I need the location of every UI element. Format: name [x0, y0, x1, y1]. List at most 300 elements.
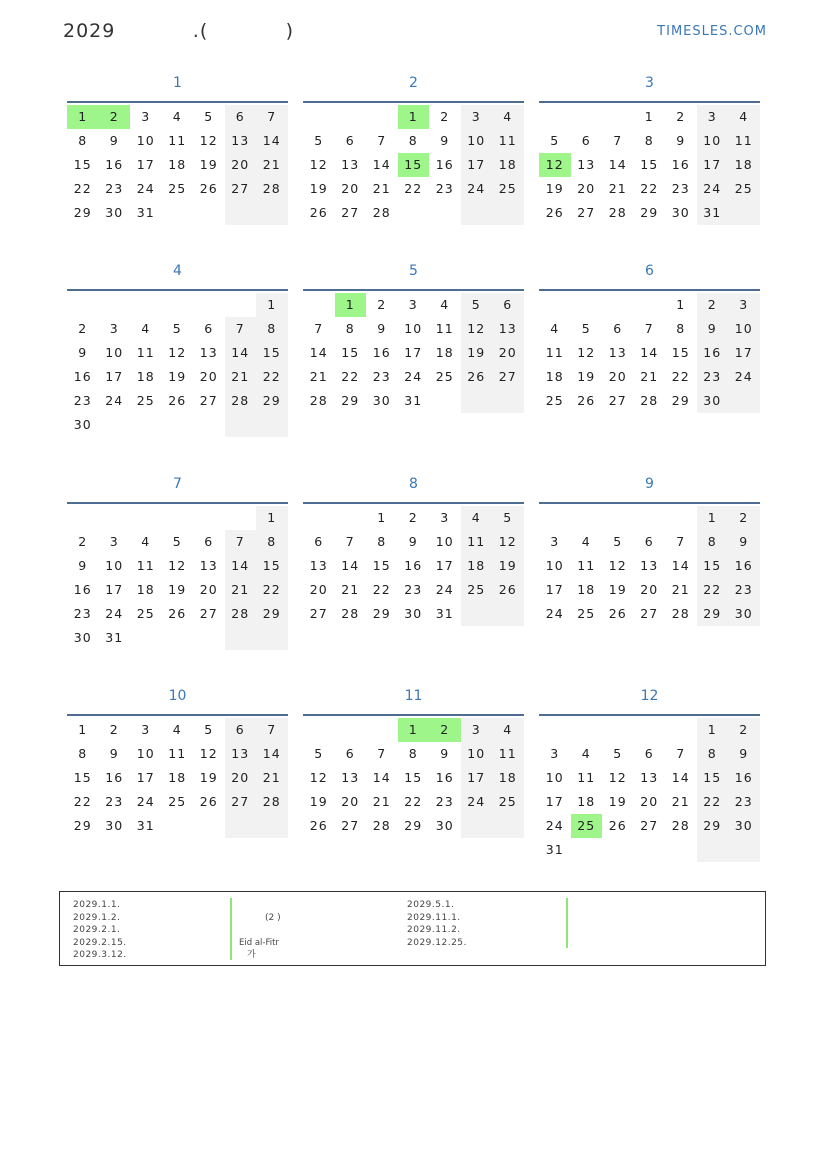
day-cell[interactable]: 23	[728, 790, 760, 814]
day-cell[interactable]: 11	[435, 321, 454, 336]
day-cell[interactable]: 26	[168, 606, 187, 621]
day-cell[interactable]: 14	[608, 157, 627, 172]
day-cell[interactable]: 10	[105, 345, 124, 360]
day-cell[interactable]: 20	[341, 794, 360, 809]
day-cell[interactable]: 28	[256, 790, 288, 814]
day-cell[interactable]: 1	[644, 109, 654, 124]
day-cell[interactable]: 27	[640, 818, 659, 833]
day-cell[interactable]: 10	[697, 129, 729, 153]
day-cell[interactable]: 17	[435, 558, 454, 573]
day-cell[interactable]: 17	[105, 582, 124, 597]
day-cell[interactable]: 19	[309, 181, 328, 196]
day-cell[interactable]: 21	[608, 181, 627, 196]
day-cell[interactable]: 25	[571, 814, 603, 838]
day-cell[interactable]: 5	[550, 133, 560, 148]
day-cell[interactable]: 20	[577, 181, 596, 196]
day-cell[interactable]: 17	[404, 345, 423, 360]
day-cell[interactable]: 4	[492, 718, 524, 742]
day-cell[interactable]: 25	[461, 578, 493, 602]
day-cell[interactable]: 4	[581, 534, 591, 549]
day-cell[interactable]: 16	[671, 157, 690, 172]
day-cell[interactable]: 14	[671, 770, 690, 785]
day-cell[interactable]: 3	[440, 510, 450, 525]
day-cell[interactable]: 1	[377, 510, 387, 525]
day-cell[interactable]: 24	[728, 365, 760, 389]
day-cell[interactable]: 29	[341, 393, 360, 408]
day-cell[interactable]: 8	[697, 742, 729, 766]
day-cell[interactable]: 9	[728, 742, 760, 766]
day-cell[interactable]: 26	[545, 205, 564, 220]
day-cell[interactable]: 5	[613, 746, 623, 761]
day-cell[interactable]: 15	[640, 157, 659, 172]
day-cell[interactable]: 11	[492, 742, 524, 766]
day-cell[interactable]: 12	[608, 770, 627, 785]
day-cell[interactable]: 19	[199, 770, 218, 785]
day-cell[interactable]: 20	[640, 794, 659, 809]
day-cell[interactable]: 3	[408, 297, 418, 312]
day-cell[interactable]: 4	[461, 506, 493, 530]
day-cell[interactable]: 7	[225, 317, 257, 341]
day-cell[interactable]: 19	[545, 181, 564, 196]
day-cell[interactable]: 30	[728, 814, 760, 838]
day-cell[interactable]: 30	[671, 205, 690, 220]
day-cell[interactable]: 17	[545, 794, 564, 809]
day-cell[interactable]: 5	[204, 109, 214, 124]
day-cell[interactable]: 26	[461, 365, 493, 389]
day-cell[interactable]: 28	[372, 818, 391, 833]
day-cell[interactable]: 29	[640, 205, 659, 220]
day-cell[interactable]: 14	[372, 157, 391, 172]
day-cell[interactable]: 11	[136, 345, 155, 360]
day-cell[interactable]: 30	[435, 818, 454, 833]
day-cell[interactable]: 2	[408, 510, 418, 525]
day-cell[interactable]: 18	[492, 153, 524, 177]
day-cell[interactable]: 8	[408, 133, 418, 148]
day-cell[interactable]: 9	[676, 133, 686, 148]
day-cell[interactable]: 4	[550, 321, 560, 336]
day-cell[interactable]: 15	[697, 766, 729, 790]
day-cell[interactable]: 8	[78, 133, 88, 148]
day-cell[interactable]: 21	[372, 181, 391, 196]
day-cell[interactable]: 15	[341, 345, 360, 360]
day-cell[interactable]: 26	[309, 818, 328, 833]
day-cell[interactable]: 4	[172, 109, 182, 124]
day-cell[interactable]: 29	[404, 818, 423, 833]
day-cell[interactable]: 30	[73, 417, 92, 432]
day-cell[interactable]: 8	[676, 321, 686, 336]
day-cell[interactable]: 1	[256, 506, 288, 530]
day-cell[interactable]: 23	[671, 181, 690, 196]
day-cell[interactable]: 27	[640, 606, 659, 621]
day-cell[interactable]: 4	[141, 321, 151, 336]
day-cell[interactable]: 7	[676, 534, 686, 549]
day-cell[interactable]: 4	[141, 534, 151, 549]
day-cell[interactable]: 4	[728, 105, 760, 129]
day-cell[interactable]: 1	[398, 718, 430, 742]
day-cell[interactable]: 24	[545, 818, 564, 833]
day-cell[interactable]: 1	[78, 722, 88, 737]
day-cell[interactable]: 19	[199, 157, 218, 172]
day-cell[interactable]: 23	[697, 365, 729, 389]
day-cell[interactable]: 16	[697, 341, 729, 365]
day-cell[interactable]: 26	[199, 794, 218, 809]
day-cell[interactable]: 15	[398, 153, 430, 177]
day-cell[interactable]: 14	[225, 341, 257, 365]
day-cell[interactable]: 25	[168, 181, 187, 196]
day-cell[interactable]: 11	[577, 770, 596, 785]
day-cell[interactable]: 12	[539, 153, 571, 177]
day-cell[interactable]: 13	[640, 558, 659, 573]
day-cell[interactable]: 18	[545, 369, 564, 384]
day-cell[interactable]: 6	[204, 321, 214, 336]
day-cell[interactable]: 22	[404, 181, 423, 196]
day-cell[interactable]: 9	[728, 530, 760, 554]
day-cell[interactable]: 28	[341, 606, 360, 621]
day-cell[interactable]: 16	[728, 554, 760, 578]
day-cell[interactable]: 3	[141, 109, 151, 124]
day-cell[interactable]: 14	[309, 345, 328, 360]
day-cell[interactable]: 13	[341, 157, 360, 172]
day-cell[interactable]: 11	[492, 129, 524, 153]
day-cell[interactable]: 11	[577, 558, 596, 573]
day-cell[interactable]: 11	[168, 133, 187, 148]
day-cell[interactable]: 23	[73, 606, 92, 621]
day-cell[interactable]: 7	[256, 718, 288, 742]
day-cell[interactable]: 23	[404, 582, 423, 597]
day-cell[interactable]: 2	[697, 293, 729, 317]
day-cell[interactable]: 21	[225, 365, 257, 389]
day-cell[interactable]: 14	[256, 742, 288, 766]
day-cell[interactable]: 16	[73, 582, 92, 597]
day-cell[interactable]: 22	[404, 794, 423, 809]
day-cell[interactable]: 9	[109, 133, 119, 148]
day-cell[interactable]: 16	[404, 558, 423, 573]
day-cell[interactable]: 24	[697, 177, 729, 201]
day-cell[interactable]: 20	[225, 153, 257, 177]
day-cell[interactable]: 24	[105, 393, 124, 408]
day-cell[interactable]: 3	[728, 293, 760, 317]
day-cell[interactable]: 21	[256, 766, 288, 790]
day-cell[interactable]: 16	[73, 369, 92, 384]
day-cell[interactable]: 25	[435, 369, 454, 384]
day-cell[interactable]: 29	[73, 818, 92, 833]
day-cell[interactable]: 20	[492, 341, 524, 365]
brand-link[interactable]: TIMESLES.COM	[657, 24, 767, 39]
day-cell[interactable]: 2	[728, 718, 760, 742]
day-cell[interactable]: 10	[545, 770, 564, 785]
day-cell[interactable]: 13	[341, 770, 360, 785]
day-cell[interactable]: 1	[256, 293, 288, 317]
day-cell[interactable]: 5	[314, 746, 324, 761]
day-cell[interactable]: 22	[697, 790, 729, 814]
day-cell[interactable]: 7	[676, 746, 686, 761]
day-cell[interactable]: 30	[105, 205, 124, 220]
day-cell[interactable]: 10	[461, 742, 493, 766]
day-cell[interactable]: 4	[172, 722, 182, 737]
day-cell[interactable]: 28	[671, 606, 690, 621]
day-cell[interactable]: 9	[78, 558, 88, 573]
day-cell[interactable]: 26	[199, 181, 218, 196]
day-cell[interactable]: 13	[199, 558, 218, 573]
day-cell[interactable]: 3	[109, 534, 119, 549]
day-cell[interactable]: 6	[644, 534, 654, 549]
day-cell[interactable]: 28	[309, 393, 328, 408]
day-cell[interactable]: 18	[168, 770, 187, 785]
day-cell[interactable]: 13	[225, 129, 257, 153]
day-cell[interactable]: 27	[341, 205, 360, 220]
day-cell[interactable]: 5	[172, 534, 182, 549]
day-cell[interactable]: 25	[728, 177, 760, 201]
day-cell[interactable]: 27	[492, 365, 524, 389]
day-cell[interactable]: 12	[199, 133, 218, 148]
day-cell[interactable]: 16	[435, 157, 454, 172]
day-cell[interactable]: 27	[608, 393, 627, 408]
day-cell[interactable]: 1	[676, 297, 686, 312]
day-cell[interactable]: 9	[78, 345, 88, 360]
day-cell[interactable]: 21	[341, 582, 360, 597]
day-cell[interactable]: 16	[435, 770, 454, 785]
day-cell[interactable]: 14	[225, 554, 257, 578]
day-cell[interactable]: 20	[309, 582, 328, 597]
day-cell[interactable]: 28	[671, 818, 690, 833]
day-cell[interactable]: 18	[435, 345, 454, 360]
day-cell[interactable]: 30	[73, 630, 92, 645]
day-cell[interactable]: 5	[492, 506, 524, 530]
day-cell[interactable]: 29	[256, 602, 288, 626]
day-cell[interactable]: 5	[204, 722, 214, 737]
day-cell[interactable]: 7	[613, 133, 623, 148]
day-cell[interactable]: 2	[440, 109, 450, 124]
day-cell[interactable]: 17	[136, 770, 155, 785]
day-cell[interactable]: 11	[461, 530, 493, 554]
day-cell[interactable]: 21	[640, 369, 659, 384]
day-cell[interactable]: 23	[105, 794, 124, 809]
day-cell[interactable]: 12	[309, 157, 328, 172]
day-cell[interactable]: 27	[225, 177, 257, 201]
day-cell[interactable]: 24	[461, 790, 493, 814]
day-cell[interactable]: 8	[78, 746, 88, 761]
day-cell[interactable]: 19	[608, 582, 627, 597]
day-cell[interactable]: 2	[109, 722, 119, 737]
day-cell[interactable]: 10	[728, 317, 760, 341]
day-cell[interactable]: 25	[492, 790, 524, 814]
day-cell[interactable]: 15	[671, 345, 690, 360]
day-cell[interactable]: 25	[577, 606, 596, 621]
day-cell[interactable]: 28	[640, 393, 659, 408]
day-cell[interactable]: 9	[697, 317, 729, 341]
day-cell[interactable]: 14	[341, 558, 360, 573]
day-cell[interactable]: 13	[199, 345, 218, 360]
day-cell[interactable]: 7	[377, 133, 387, 148]
day-cell[interactable]: 5	[314, 133, 324, 148]
day-cell[interactable]: 8	[256, 530, 288, 554]
day-cell[interactable]: 29	[671, 393, 690, 408]
day-cell[interactable]: 15	[256, 341, 288, 365]
day-cell[interactable]: 17	[461, 766, 493, 790]
day-cell[interactable]: 20	[199, 582, 218, 597]
day-cell[interactable]: 4	[492, 105, 524, 129]
day-cell[interactable]: 25	[168, 794, 187, 809]
day-cell[interactable]: 12	[492, 530, 524, 554]
day-cell[interactable]: 15	[372, 558, 391, 573]
day-cell[interactable]: 11	[136, 558, 155, 573]
day-cell[interactable]: 1	[697, 506, 729, 530]
day-cell[interactable]: 12	[461, 317, 493, 341]
day-cell[interactable]: 10	[461, 129, 493, 153]
day-cell[interactable]: 1	[398, 105, 430, 129]
day-cell[interactable]: 7	[314, 321, 324, 336]
day-cell[interactable]: 23	[372, 369, 391, 384]
day-cell[interactable]: 26	[608, 818, 627, 833]
day-cell[interactable]: 22	[671, 369, 690, 384]
day-cell[interactable]: 23	[435, 181, 454, 196]
day-cell[interactable]: 13	[608, 345, 627, 360]
day-cell[interactable]: 26	[577, 393, 596, 408]
day-cell[interactable]: 5	[581, 321, 591, 336]
day-cell[interactable]: 30	[697, 389, 729, 413]
day-cell[interactable]: 17	[545, 582, 564, 597]
day-cell[interactable]: 12	[577, 345, 596, 360]
day-cell[interactable]: 10	[136, 133, 155, 148]
day-cell[interactable]: 19	[461, 341, 493, 365]
day-cell[interactable]: 25	[136, 606, 155, 621]
day-cell[interactable]: 10	[435, 534, 454, 549]
day-cell[interactable]: 22	[256, 365, 288, 389]
day-cell[interactable]: 3	[550, 534, 560, 549]
day-cell[interactable]: 17	[728, 341, 760, 365]
day-cell[interactable]: 2	[377, 297, 387, 312]
day-cell[interactable]: 6	[345, 133, 355, 148]
day-cell[interactable]: 2	[676, 109, 686, 124]
day-cell[interactable]: 15	[404, 770, 423, 785]
day-cell[interactable]: 14	[372, 770, 391, 785]
day-cell[interactable]: 30	[728, 602, 760, 626]
day-cell[interactable]: 7	[345, 534, 355, 549]
day-cell[interactable]: 5	[461, 293, 493, 317]
day-cell[interactable]: 2	[78, 321, 88, 336]
day-cell[interactable]: 27	[341, 818, 360, 833]
day-cell[interactable]: 18	[168, 157, 187, 172]
day-cell[interactable]: 22	[256, 578, 288, 602]
day-cell[interactable]: 2	[78, 534, 88, 549]
day-cell[interactable]: 16	[372, 345, 391, 360]
day-cell[interactable]: 2	[728, 506, 760, 530]
day-cell[interactable]: 18	[461, 554, 493, 578]
day-cell[interactable]: 2	[99, 105, 131, 129]
day-cell[interactable]: 22	[73, 181, 92, 196]
day-cell[interactable]: 12	[608, 558, 627, 573]
day-cell[interactable]: 26	[608, 606, 627, 621]
day-cell[interactable]: 8	[345, 321, 355, 336]
day-cell[interactable]: 6	[204, 534, 214, 549]
day-cell[interactable]: 13	[225, 742, 257, 766]
day-cell[interactable]: 28	[608, 205, 627, 220]
day-cell[interactable]: 13	[309, 558, 328, 573]
day-cell[interactable]: 1	[697, 718, 729, 742]
day-cell[interactable]: 17	[461, 153, 493, 177]
day-cell[interactable]: 18	[492, 766, 524, 790]
day-cell[interactable]: 30	[105, 818, 124, 833]
day-cell[interactable]: 8	[377, 534, 387, 549]
day-cell[interactable]: 10	[545, 558, 564, 573]
day-cell[interactable]: 24	[105, 606, 124, 621]
day-cell[interactable]: 8	[408, 746, 418, 761]
day-cell[interactable]: 18	[577, 582, 596, 597]
day-cell[interactable]: 29	[697, 814, 729, 838]
day-cell[interactable]: 10	[136, 746, 155, 761]
day-cell[interactable]: 16	[105, 157, 124, 172]
day-cell[interactable]: 31	[545, 842, 564, 857]
day-cell[interactable]: 20	[341, 181, 360, 196]
day-cell[interactable]: 8	[256, 317, 288, 341]
day-cell[interactable]: 12	[309, 770, 328, 785]
day-cell[interactable]: 27	[199, 393, 218, 408]
day-cell[interactable]: 7	[225, 530, 257, 554]
day-cell[interactable]: 16	[728, 766, 760, 790]
day-cell[interactable]: 6	[644, 746, 654, 761]
day-cell[interactable]: 12	[199, 746, 218, 761]
day-cell[interactable]: 23	[435, 794, 454, 809]
day-cell[interactable]: 29	[256, 389, 288, 413]
day-cell[interactable]: 28	[372, 205, 391, 220]
day-cell[interactable]: 5	[172, 321, 182, 336]
day-cell[interactable]: 28	[225, 602, 257, 626]
day-cell[interactable]: 29	[73, 205, 92, 220]
day-cell[interactable]: 18	[577, 794, 596, 809]
day-cell[interactable]: 18	[136, 369, 155, 384]
day-cell[interactable]: 1	[335, 293, 367, 317]
day-cell[interactable]: 13	[577, 157, 596, 172]
day-cell[interactable]: 19	[168, 369, 187, 384]
day-cell[interactable]: 11	[728, 129, 760, 153]
day-cell[interactable]: 18	[136, 582, 155, 597]
day-cell[interactable]: 24	[545, 606, 564, 621]
day-cell[interactable]: 15	[256, 554, 288, 578]
day-cell[interactable]: 26	[492, 578, 524, 602]
day-cell[interactable]: 12	[168, 345, 187, 360]
day-cell[interactable]: 24	[461, 177, 493, 201]
day-cell[interactable]: 14	[640, 345, 659, 360]
day-cell[interactable]: 3	[141, 722, 151, 737]
day-cell[interactable]: 24	[435, 582, 454, 597]
day-cell[interactable]: 31	[105, 630, 124, 645]
day-cell[interactable]: 25	[545, 393, 564, 408]
day-cell[interactable]: 18	[728, 153, 760, 177]
day-cell[interactable]: 4	[440, 297, 450, 312]
day-cell[interactable]: 16	[105, 770, 124, 785]
day-cell[interactable]: 26	[309, 205, 328, 220]
day-cell[interactable]: 24	[136, 794, 155, 809]
day-cell[interactable]: 3	[461, 718, 493, 742]
day-cell[interactable]: 12	[168, 558, 187, 573]
day-cell[interactable]: 21	[309, 369, 328, 384]
day-cell[interactable]: 11	[545, 345, 564, 360]
day-cell[interactable]: 10	[404, 321, 423, 336]
day-cell[interactable]: 14	[671, 558, 690, 573]
day-cell[interactable]: 20	[225, 766, 257, 790]
day-cell[interactable]: 15	[73, 157, 92, 172]
day-cell[interactable]: 6	[492, 293, 524, 317]
day-cell[interactable]: 27	[225, 790, 257, 814]
day-cell[interactable]: 3	[461, 105, 493, 129]
day-cell[interactable]: 5	[613, 534, 623, 549]
day-cell[interactable]: 31	[136, 818, 155, 833]
day-cell[interactable]: 20	[199, 369, 218, 384]
day-cell[interactable]: 23	[728, 578, 760, 602]
day-cell[interactable]: 9	[408, 534, 418, 549]
day-cell[interactable]: 7	[377, 746, 387, 761]
day-cell[interactable]: 31	[697, 201, 729, 225]
